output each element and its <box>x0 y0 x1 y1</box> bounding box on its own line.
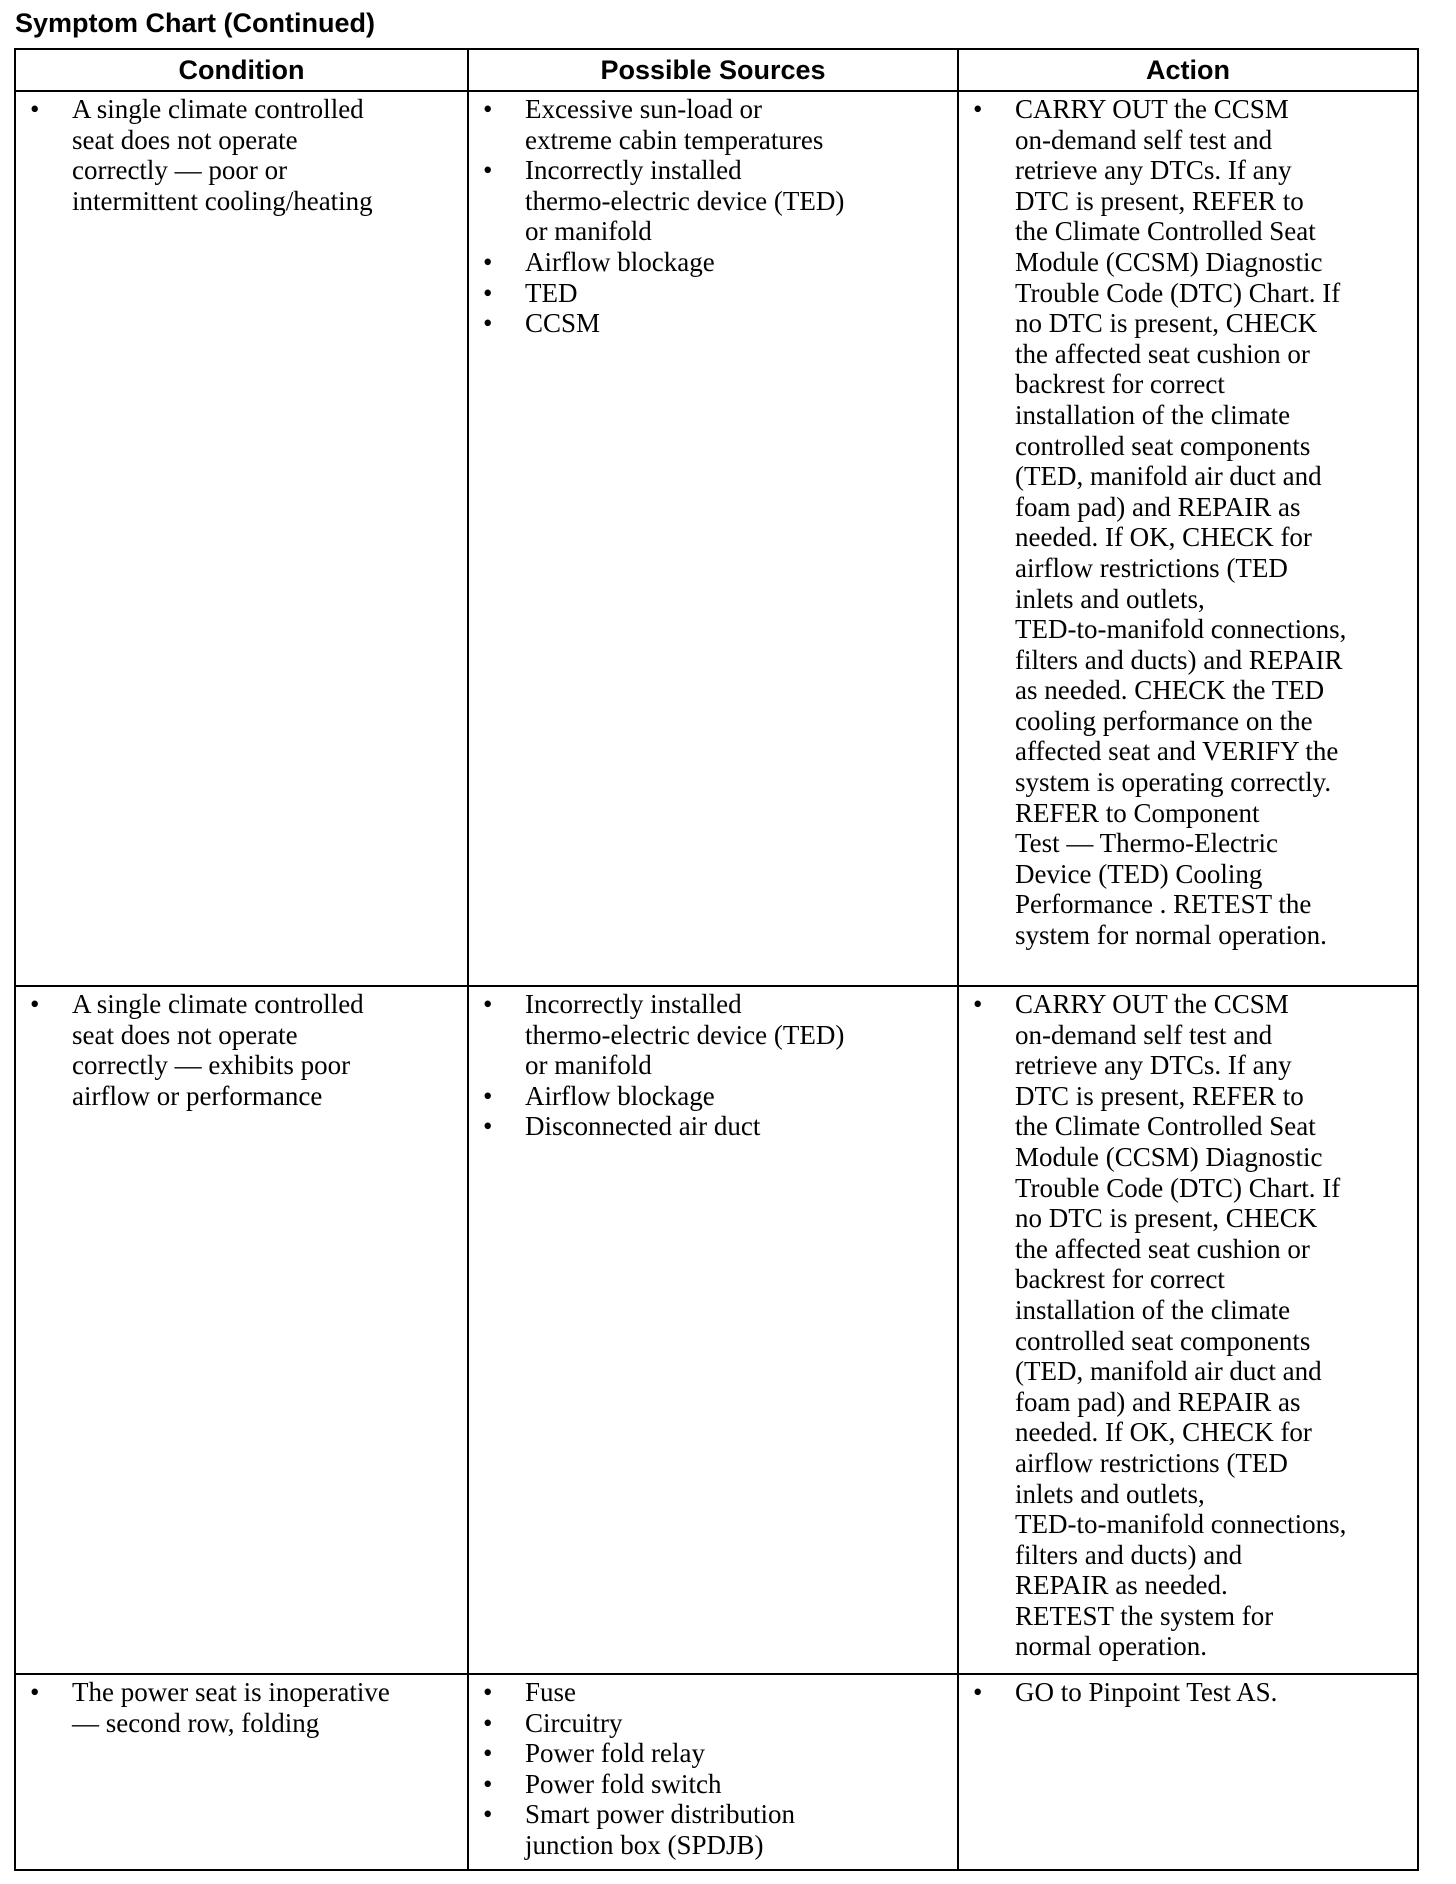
action-cell <box>958 91 1418 986</box>
list-item: • Excessive sun-load or extreme cabin temperatures <box>469 94 957 155</box>
table-row <box>15 91 1418 986</box>
condition-cell <box>15 986 468 1674</box>
condition-cell <box>15 91 468 986</box>
list-item: • Power fold relay <box>469 1738 957 1769</box>
header-row <box>15 49 1418 91</box>
list-item: • Smart power distribution junction box (SPDJB) <box>469 1799 957 1860</box>
sources-cell <box>468 986 958 1674</box>
condition-cell <box>15 1674 468 1870</box>
list-item: • Circuitry <box>469 1708 957 1739</box>
list-item: • CARRY OUT the CCSM on-demand self test and retrieve any DTCs. If any DTC is present, REFER to the Climate Controlled Seat Module (CCSM) Diagnostic Trouble Code (DTC) Chart. If no DTC is present, CHECK the affected seat cushion or backrest for correct installation of the climate controlled seat components (TED, manifold air duct and foam pad) and REPAIR as needed. If OK, CHECK for airflow restrictions (TED inlets and outlets, TED-to-manifold connections, filters and ducts) and REPAIR as needed. CHECK the TED cooling performance on the affected seat and VERIFY the system is operating correctly. REFER to Component Test — Thermo-Electric Device (TED) Cooling Performance . RETEST the system for normal operation. <box>959 94 1417 951</box>
symptom-chart-table <box>14 48 1419 1871</box>
header-condition: Condition <box>15 49 468 91</box>
list-item: • GO to Pinpoint Test AS. <box>959 1677 1417 1708</box>
header-possible-sources: Possible Sources <box>468 49 958 91</box>
list-item: • The power seat is inoperative — second row, folding <box>16 1677 467 1738</box>
list-item: • TED <box>469 278 957 309</box>
table-row <box>15 986 1418 1674</box>
list-item: • Incorrectly installed thermo-electric device (TED) or manifold <box>469 989 957 1081</box>
list-item: • Fuse <box>469 1677 957 1708</box>
list-item: • A single climate controlled seat does not operate correctly — poor or intermittent cooling/heating <box>16 94 467 216</box>
list-item: • Airflow blockage <box>469 1081 957 1112</box>
chart-title: Symptom Chart (Continued) <box>15 8 375 38</box>
list-item: • Disconnected air duct <box>469 1111 957 1142</box>
sources-cell <box>468 1674 958 1870</box>
list-item: • CCSM <box>469 308 957 339</box>
sources-cell <box>468 91 958 986</box>
action-cell <box>958 1674 1418 1870</box>
list-item: • A single climate controlled seat does not operate correctly — exhibits poor airflow or performance <box>16 989 467 1111</box>
table-row <box>15 1674 1418 1870</box>
header-action: Action <box>958 49 1418 91</box>
list-item: • Incorrectly installed thermo-electric device (TED) or manifold <box>469 155 957 247</box>
list-item: • Airflow blockage <box>469 247 957 278</box>
list-item: • CARRY OUT the CCSM on-demand self test and retrieve any DTCs. If any DTC is present, REFER to the Climate Controlled Seat Module (CCSM) Diagnostic Trouble Code (DTC) Chart. If no DTC is present, CHECK the affected seat cushion or backrest for correct installation of the climate controlled seat components (TED, manifold air duct and foam pad) and REPAIR as needed. If OK, CHECK for airflow restrictions (TED inlets and outlets, TED-to-manifold connections, filters and ducts) and REPAIR as needed. RETEST the system for normal operation. <box>959 989 1417 1662</box>
list-item: • Power fold switch <box>469 1769 957 1800</box>
action-cell <box>958 986 1418 1674</box>
